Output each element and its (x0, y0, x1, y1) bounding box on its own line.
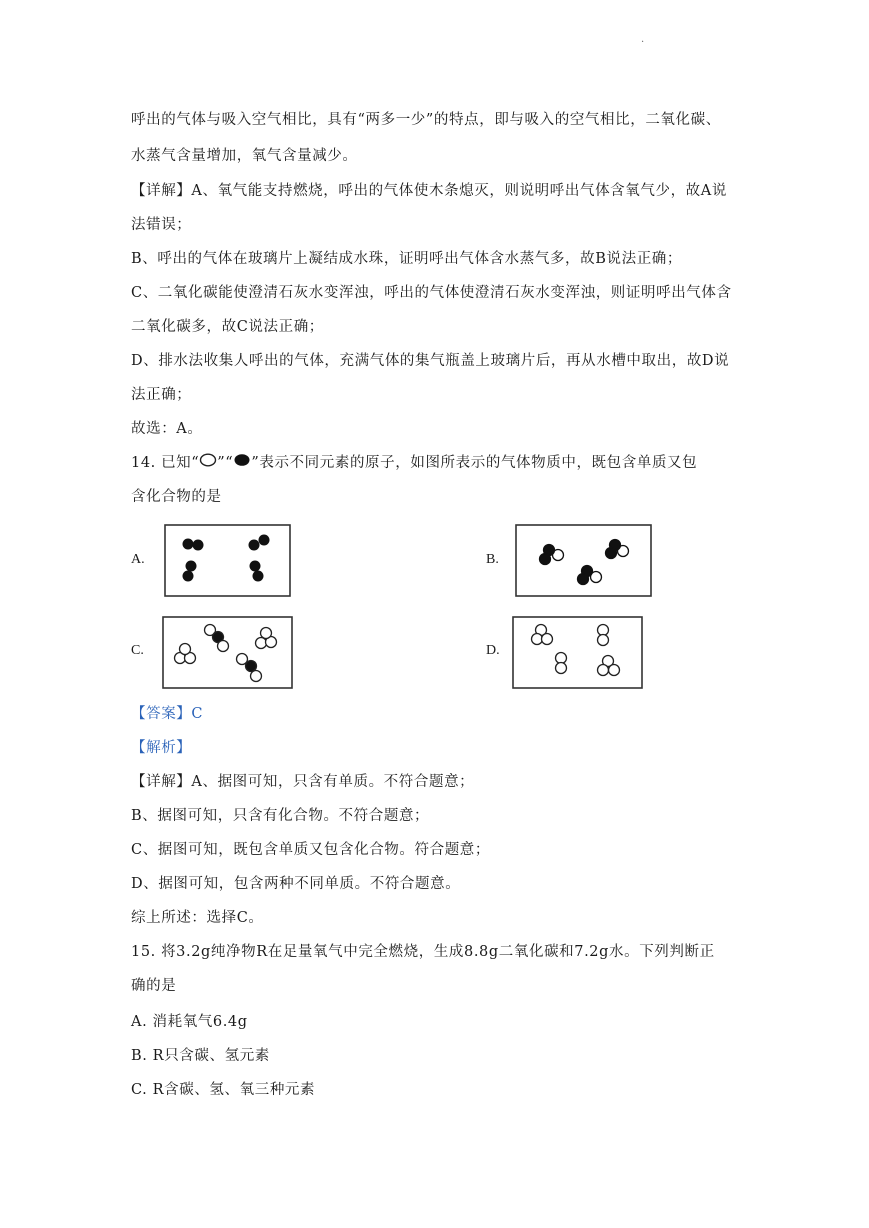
text-line: 法正确； (131, 387, 192, 403)
question-14-stem-line2: 含化合物的是 (131, 489, 222, 505)
option-c-diagram (162, 616, 294, 690)
detail-line: D、据图可知，包含两种不同单质。不符合题意。 (131, 876, 461, 892)
text-line: D、排水法收集人呼出的气体，充满气体的集气瓶盖上玻璃片后，再从水槽中取出，故D说 (131, 353, 730, 369)
white-atom-icon (199, 452, 217, 474)
option-b-diagram (515, 524, 653, 598)
text-line: 水蒸气含量增加，氧气含量减少。 (131, 148, 358, 164)
option-a-diagram (164, 524, 292, 598)
detail-line: B、据图可知，只含有化合物。不符合题意； (131, 808, 430, 824)
option-c: C. R含碳、氢、氧三种元素 (131, 1082, 316, 1098)
option-a: A. 消耗氧气6.4g (131, 1014, 248, 1030)
answer-label: 【答案】C (131, 706, 204, 722)
option-d-diagram (512, 616, 644, 690)
text-line: 呼出的气体与吸入空气相比，具有“两多一少”的特点，即与吸入的空气相比，二氧化碳、 (131, 112, 721, 128)
option-b-label: B. (486, 552, 499, 567)
option-c-label: C. (131, 643, 144, 658)
analysis-label: 【解析】 (131, 740, 192, 756)
option-a-label: A. (131, 552, 145, 567)
question-15-stem-line2: 确的是 (131, 978, 177, 994)
black-atom-icon (233, 452, 251, 474)
text-line: C、二氧化碳能使澄清石灰水变浑浊，呼出的气体使澄清石灰水变浑浊，则证明呼出气体含 (131, 285, 732, 301)
header-mark: . (641, 34, 645, 45)
detail-line: C、据图可知，既包含单质又包含化合物。符合题意； (131, 842, 490, 858)
text-line: 法错误； (131, 217, 192, 233)
detail-line: 综上所述：选择C。 (131, 910, 264, 926)
question-14-stem: 14. 已知“ ”“ ”表示不同元素的原子，如图所表示的气体物质中，既包含单质又包 (131, 452, 697, 474)
detail-line: 【详解】A、据图可知，只含有单质。不符合题意； (131, 774, 475, 790)
option-d-label: D. (486, 643, 500, 658)
text-line: B、呼出的气体在玻璃片上凝结成水珠，证明呼出气体含水蒸气多，故B说法正确； (131, 251, 683, 267)
text-line: 二氧化碳多，故C说法正确； (131, 319, 324, 335)
option-b: B. R只含碳、氢元素 (131, 1048, 270, 1064)
text-line: 故选：A。 (131, 421, 203, 437)
question-15-stem: 15. 将3.2g纯净物R在足量氧气中完全燃烧，生成8.8g二氧化碳和7.2g水。下列判断正 (131, 944, 715, 960)
text-line: 【详解】A、氧气能支持燃烧，呼出的气体使木条熄灭，则说明呼出气体含氧气少，故A说 (131, 183, 727, 199)
